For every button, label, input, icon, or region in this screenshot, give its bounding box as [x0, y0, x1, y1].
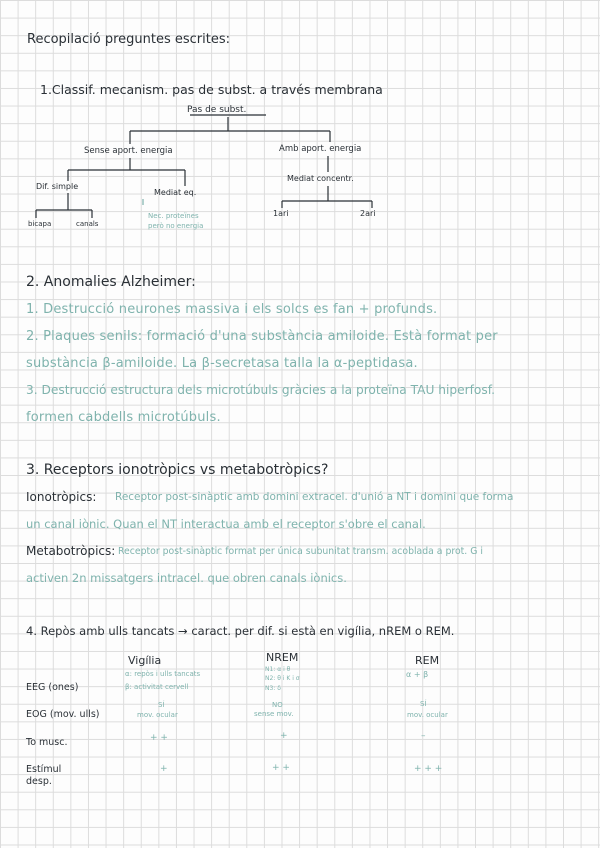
- q2-line-1: 1. Destrucció neurones massiva i els solcs es fan + profunds.: [26, 302, 438, 317]
- q3-meta-text-2: activen 2n missatgers intracel. que obren canals iònics.: [26, 571, 347, 585]
- eog-nrem-1: NO: [272, 701, 283, 709]
- tree-mediat-note-2: però no energia: [148, 222, 204, 230]
- q2-line-2: 2. Plaques senils: formació d'una substància amiloide. Està format per: [26, 329, 498, 344]
- q3-iono-text-2: un canal iònic. Quan el NT interactua amb el receptor s'obre el canal.: [26, 517, 426, 531]
- tree-left-branch: Sense aport. energia: [84, 146, 173, 156]
- eog-vigilia-1: SÍ: [158, 701, 165, 709]
- eog-vigilia-2: mov. ocular: [137, 711, 178, 719]
- eeg-rem: α + β: [406, 670, 429, 679]
- estimul-rem: + + +: [414, 764, 443, 774]
- col-header-rem: REM: [415, 654, 440, 667]
- row-label-estimul: Estímul: [26, 764, 62, 775]
- q2-line-4: 3. Destrucció estructura dels microtúbuls gràcies a la proteïna TAU hiperfosf.: [26, 383, 495, 397]
- tree-mediat-note-1: Nec. proteïnes: [148, 212, 199, 220]
- eeg-vigilia-2: β: activitat cervell: [125, 683, 189, 691]
- tree-dif-simple: Dif. simple: [36, 182, 79, 191]
- col-header-vigilia: Vigília: [128, 654, 162, 667]
- eog-nrem-2: sense mov.: [254, 710, 294, 718]
- q1-heading: 1.Classif. mecanism. pas de subst. a través membrana: [40, 82, 383, 97]
- tree-root: Pas de subst.: [187, 105, 247, 115]
- eog-rem-2: mov. ocular: [407, 711, 448, 719]
- q2-line-3: substància β-amiloide. La β-secretasa talla la α-peptidasa.: [26, 356, 418, 371]
- q2-heading: 2. Anomalies Alzheimer:: [26, 274, 196, 290]
- eeg-nrem-2: N2: θ i K i σ: [265, 675, 300, 682]
- tree-mediat: Mediat eq.: [154, 188, 197, 197]
- eeg-nrem-1: N1: α i θ: [265, 666, 291, 673]
- tomusc-vigilia: + +: [150, 733, 168, 743]
- eeg-nrem-3: N3: δ: [265, 685, 281, 692]
- row-label-to-musc: To musc.: [26, 737, 68, 748]
- q4-heading: 4. Repòs amb ulls tancats → caract. per dif. si està en vigília, nREM o REM.: [26, 624, 455, 638]
- q3-meta-label: Metabotròpics:: [26, 544, 116, 558]
- page-title: Recopilació preguntes escrites:: [27, 32, 230, 47]
- eog-rem-1: SÍ: [420, 700, 427, 708]
- col-header-nrem: NREM: [266, 651, 299, 664]
- tomusc-rem: –: [421, 731, 426, 741]
- tree-bicapa: bicapa: [28, 220, 52, 228]
- tree-mediat-concentr: Mediat concentr.: [287, 174, 354, 183]
- row-label-eog: EOG (mov. ulls): [26, 709, 100, 720]
- row-label-desp: desp.: [26, 776, 52, 787]
- q3-meta-text-1: Receptor post-sinàptic format per única subunitat transm. acoblada a prot. G i: [118, 546, 483, 557]
- q2-line-5: formen cabdells microtúbuls.: [26, 410, 221, 425]
- q3-iono-label: Ionotròpics:: [26, 490, 97, 504]
- row-label-eeg: EEG (ones): [26, 682, 79, 693]
- tree-right-branch: Amb aport. energia: [279, 144, 362, 154]
- estimul-nrem: + +: [272, 763, 290, 773]
- tomusc-nrem: +: [280, 731, 288, 741]
- eeg-vigilia-1: α: repòs i ulls tancats: [125, 670, 201, 678]
- tree-primari: 1ari: [273, 209, 289, 218]
- q3-iono-text-1: Receptor post-sinàptic amb domini extracel. d'unió a NT i domini que forma: [115, 491, 514, 503]
- estimul-vigilia: +: [160, 764, 168, 774]
- tree-canals: canals: [76, 220, 99, 228]
- tree-secundari: 2ari: [360, 209, 376, 218]
- q3-heading: 3. Receptors ionotròpics vs metabotròpics?: [26, 462, 329, 478]
